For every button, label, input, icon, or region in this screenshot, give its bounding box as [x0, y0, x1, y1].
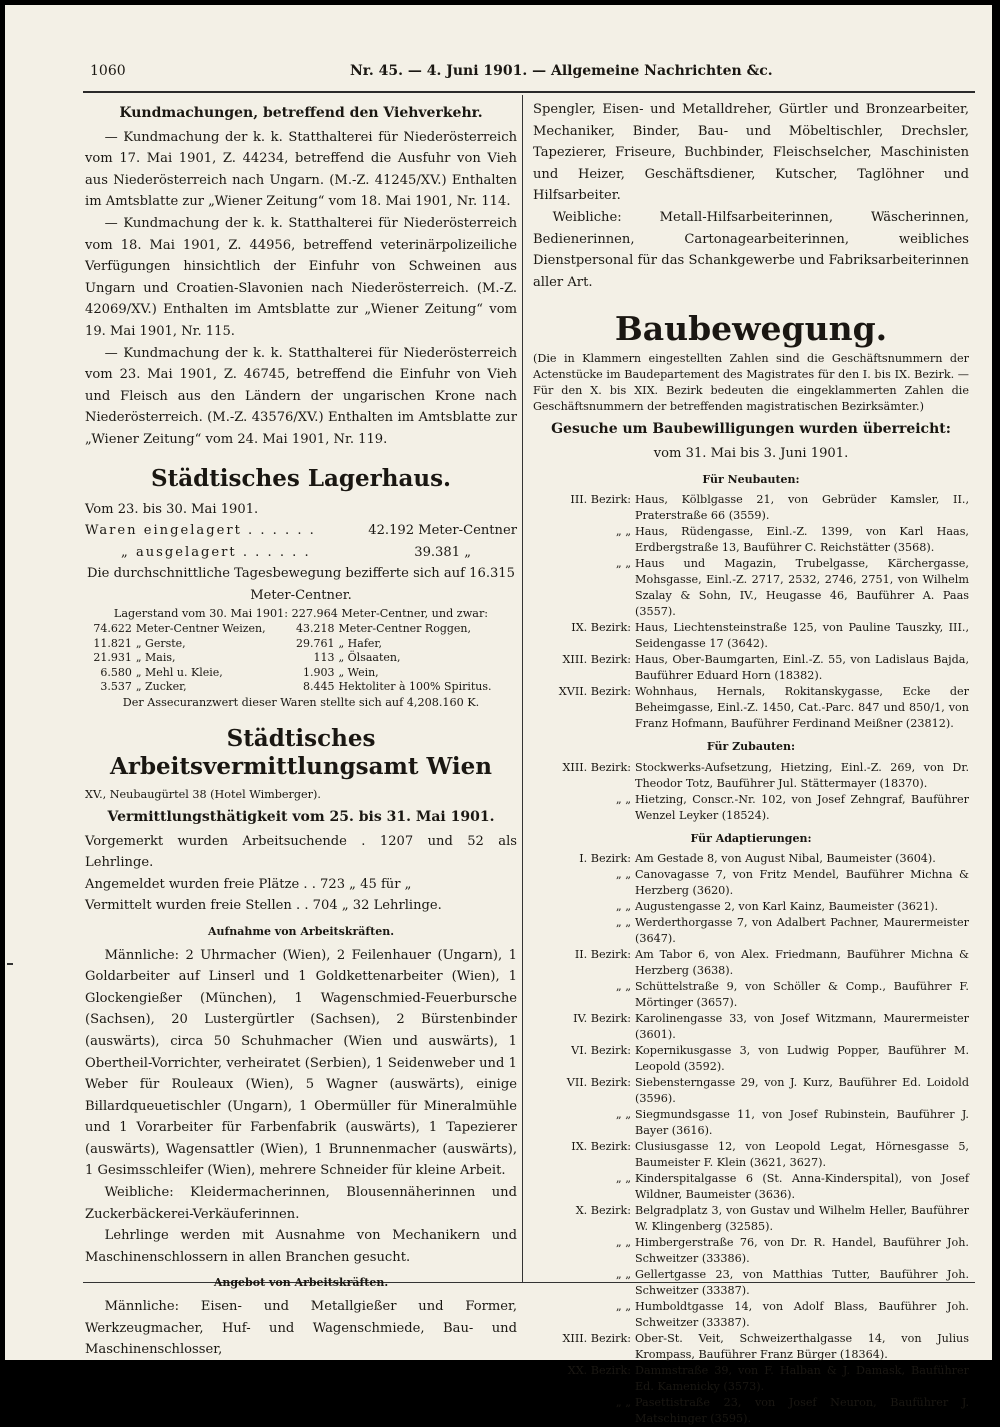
- bau-district: VI. Bezirk:: [571, 1044, 631, 1058]
- stock-amount: 74.622: [93, 622, 132, 636]
- bau-district: „ „: [615, 1236, 631, 1250]
- left-column: [85, 99, 517, 1361]
- bau-district: „ „: [615, 900, 631, 914]
- bau-district: „ „: [615, 1268, 631, 1282]
- stock-amount: 21.931: [93, 651, 132, 665]
- bau-entry: [533, 620, 969, 652]
- bau-entry: [533, 1395, 969, 1427]
- bau-entry-text: Am Gestade 8, von August Nibal, Baumeister (3604).: [635, 852, 936, 866]
- arbeitsamt-address: XV., Neubaugürtel 38 (Hotel Wimberger).: [85, 787, 321, 801]
- bau-district: „ „: [615, 1300, 631, 1314]
- bau-entry-text: Wohnhaus, Hernals, Rokitanskygasse, Ecke der Beheimgasse, Einl.-Z. 1450, Cat.-Parc. 847 und 850/1, von Franz Hofmann, Bauführer Ferdinand Meißner (23812).: [635, 685, 969, 731]
- arbeitsamt-vorgemerkt: Vorgemerkt wurden Arbeitsuchende . 1207 und 52 als Lehrlinge.: [85, 833, 517, 871]
- lagerhaus-eingelagert: Waren eingelagert . . . . . . 42.192 Meter-Centner: [85, 523, 517, 539]
- stock-amount: 43.218: [295, 622, 335, 636]
- bau-entry: [533, 899, 969, 915]
- baubewegung-sections: [533, 469, 969, 1427]
- stock-amount: 29.761: [295, 636, 335, 650]
- stock-item: Meter-Centner Weizen,: [135, 622, 266, 636]
- stock-row: [85, 680, 517, 695]
- bau-entry-text: Werderthorgasse 7, von Adalbert Pachner, Maurermeister (3647).: [635, 916, 969, 946]
- angebot-maennlich: Männliche: Eisen- und Metallgießer und Former, Werkzeugmacher, Huf- und Wagenschmiede, Bau- und Maschinenschlosser,: [85, 1299, 517, 1358]
- bau-entry-text: Kinderspitalgasse 6 (St. Anna-Kinderspital), von Josef Wildner, Baumeister (3636).: [635, 1172, 969, 1202]
- bau-entry-text: Siegmundsgasse 11, von Josef Rubinstein, Bauführer J. Bayer (3616).: [635, 1108, 969, 1138]
- arbeitsamt-vermittelt: Vermittelt wurden freie Stellen . . 704 „ 32 Lehrlinge.: [85, 898, 442, 914]
- bau-entry: [533, 556, 969, 620]
- stock-amount: 113: [313, 651, 335, 665]
- aufnahme-weiblich: Weibliche: Kleidermacherinnen, Blousennäherinnen und Zuckerbäckerei-Verkäuferinnen.: [85, 1185, 517, 1222]
- bau-entry-text: Siebensterngasse 29, von J. Kurz, Bauführer Ed. Loidold (3596).: [635, 1076, 969, 1106]
- bau-district: II. Bezirk:: [574, 948, 631, 962]
- bau-entry-text: Humboldtgasse 14, von Adolf Blass, Bauführer Joh. Schweitzer (33387).: [635, 1300, 969, 1330]
- bau-entry-text: Dammstraße 39, von F. Halban & J. Damask, Bauführer Ed. Kamenicky (3573).: [635, 1364, 969, 1394]
- bau-district: „ „: [615, 557, 631, 571]
- section-title-lagerhaus: Städtisches Lagerhaus.: [150, 464, 452, 492]
- bau-entry: [533, 851, 969, 867]
- bau-section-title: Für Zubauten:: [706, 740, 796, 754]
- bau-entry-text: Augustengasse 2, von Karl Kainz, Baumeister (3621).: [635, 900, 939, 914]
- bau-district: XVII. Bezirk:: [558, 685, 631, 699]
- bau-district: VII. Bezirk:: [566, 1076, 631, 1090]
- right-column: [533, 99, 969, 1427]
- stock-item: „ Zucker,: [135, 680, 187, 694]
- bau-district: „ „: [615, 868, 631, 882]
- bau-district: „ „: [615, 1172, 631, 1186]
- bau-district: „ „: [615, 916, 631, 930]
- section-title-arbeitsvermittlungsamt: Städtisches Arbeitsvermittlungsamt Wien: [109, 724, 493, 780]
- bau-district: IX. Bezirk:: [571, 621, 631, 635]
- arbeitsamt-angemeldet: Angemeldet wurden freie Plätze . . 723 „ 45 für „: [85, 876, 412, 892]
- stock-item: „ Hafer,: [338, 636, 382, 650]
- bau-entry-text: Gellertgasse 23, von Matthias Tutter, Bauführer Joh. Schweitzer (33387).: [635, 1268, 969, 1298]
- stock-item: Hektoliter à 100% Spiritus.: [338, 680, 492, 694]
- stock-amount: 6.580: [100, 665, 132, 679]
- bau-district: „ „: [615, 525, 631, 539]
- bau-entry: [533, 492, 969, 524]
- stock-amount: 8.445: [302, 680, 335, 694]
- bau-entry: [533, 1011, 969, 1043]
- bau-entry: [533, 1203, 969, 1235]
- bau-entry-text: Canovagasse 7, von Fritz Mendel, Bauführer Michna & Herzberg (3620).: [635, 868, 969, 898]
- bau-entry: [533, 1139, 969, 1171]
- bau-entry: [533, 915, 969, 947]
- section-title-kundmachungen: Kundmachungen, betreffend den Viehverkehr.: [119, 105, 483, 121]
- bau-district: „ „: [615, 792, 631, 806]
- stock-row: [85, 666, 517, 681]
- arbeitsamt-activity: Vermittlungsthätigkeit vom 25. bis 31. Mai 1901.: [107, 808, 495, 825]
- baubewegung-period: vom 31. Mai bis 3. Juni 1901.: [653, 445, 849, 461]
- bau-district: I. Bezirk:: [579, 852, 631, 866]
- bau-entry: [533, 979, 969, 1011]
- bau-entry: [533, 1171, 969, 1203]
- stock-amount: 11.821: [93, 636, 132, 650]
- bau-entry-text: Pasettistraße 23, von Josef Neuron, Bauführer J. Matschinger (3595).: [635, 1396, 969, 1426]
- lagerhaus-ausgelagert: „ ausgelagert . . . . . . 39.381 „: [121, 544, 471, 560]
- stock-item: Meter-Centner Roggen,: [338, 622, 472, 636]
- kundmachung-paragraph: — Kundmachung der k. k. Statthalterei für Niederösterreich vom 18. Mai 1901, Z. 44956, betreffend veterinärpolizeiliche Verfügungen hinsichtlich der Einfuhr von Schweinen aus Ungarn und Croatien-Slavonien nach Niederösterreich. (M.-Z. 42069/XV.) Enthalten im Amtsblatte zur „Wiener Zeitung“ vom 19. Mai 1901, Nr. 115.: [85, 215, 517, 339]
- aufnahme-title: Aufnahme von Arbeitskräften.: [207, 924, 395, 938]
- running-title: Nr. 45. — 4. Juni 1901. — Allgemeine Nachrichten &c.: [350, 63, 773, 79]
- bau-entry-text: Am Tabor 6, von Alex. Friedmann, Bauführer Michna & Herzberg (3638).: [635, 948, 969, 978]
- bau-entry: [533, 1267, 969, 1299]
- margin-mark: [7, 963, 13, 965]
- bau-entry: [533, 652, 969, 684]
- bau-entry-text: Haus, Ober-Baumgarten, Einl.-Z. 55, von Ladislaus Bajda, Bauführer Eduard Horn (18382).: [635, 653, 969, 683]
- bau-entry-text: Belgradplatz 3, von Gustav und Wilhelm Heller, Bauführer W. Klingenberg (32585).: [635, 1204, 969, 1234]
- bau-entry: [533, 760, 969, 792]
- bau-entry-text: Karolinengasse 33, von Josef Witzmann, Maurermeister (3601).: [635, 1012, 969, 1042]
- baubewegung-note: (Die in Klammern eingestellten Zahlen sind die Geschäftsnummern der Actenstücke im Baudepartement des Magistrates für den I. bis IX. Bezirk. — Für den X. bis XIX. Bezirk bedeuten die eingeklammerten Zahlen die Geschäftsnummern der betreffenden magistratischen Bezirksämter.): [533, 352, 969, 414]
- stock-amount: 3.537: [100, 680, 132, 694]
- stock-item: „ Mais,: [135, 651, 176, 665]
- stock-item: „ Wein,: [338, 665, 379, 679]
- bau-district: IV. Bezirk:: [573, 1012, 631, 1026]
- bau-entry-text: Schüttelstraße 9, von Schöller & Comp., Bauführer F. Mörtinger (3657).: [635, 980, 969, 1010]
- stock-row: [85, 651, 517, 666]
- newspaper-page: [5, 5, 992, 1426]
- bau-entry: [533, 1331, 969, 1363]
- bau-entry: [533, 1235, 969, 1267]
- page-number: 1060: [90, 63, 126, 79]
- stock-amount: 1.903: [302, 665, 335, 679]
- bau-entry: [533, 1107, 969, 1139]
- bau-entry-text: Haus und Magazin, Trubelgasse, Kärchergasse, Mohsgasse, Einl.-Z. 2717, 2532, 2746, 2751, von Wilhelm Szalay & Sohn, IV., Heugasse 46, Bauführer A. Paas (3557).: [635, 557, 969, 619]
- bau-entry: [533, 1363, 969, 1395]
- section-title-baubewegung: Baubewegung.: [614, 309, 888, 349]
- angebot-title: Angebot von Arbeitskräften.: [213, 1276, 389, 1290]
- bau-district: XIII. Bezirk:: [562, 760, 631, 774]
- bau-entry: [533, 1043, 969, 1075]
- bau-entry: [533, 1299, 969, 1331]
- bau-entry-text: Himbergerstraße 76, von Dr. R. Handel, Bauführer Joh. Schweitzer (33386).: [635, 1236, 969, 1266]
- angebot-continuation: Spengler, Eisen- und Metalldreher, Gürtler und Bronzearbeiter, Mechaniker, Binder, Bau- und Möbeltischler, Drechsler, Tapezierer, Friseure, Buchbinder, Fleischselcher, Maschinisten und Heizer, Geschäftsdiener, Kutscher, Taglöhner und Hilfsarbeiter.: [533, 102, 969, 204]
- header-rule: [83, 91, 975, 93]
- bau-entry: [533, 947, 969, 979]
- lagerhaus-average: Die durchschnittliche Tagesbewegung bezifferte sich auf 16.315 Meter-Centner.: [87, 566, 515, 603]
- lagerhaus-stand: Lagerstand vom 30. Mai 1901: 227.964 Meter-Centner, und zwar:: [113, 607, 489, 621]
- lagerhaus-period: Vom 23. bis 30. Mai 1901.: [85, 501, 259, 517]
- column-divider: [522, 95, 523, 1283]
- bau-district: „ „: [615, 980, 631, 994]
- bau-district: „ „: [615, 1108, 631, 1122]
- kundmachung-paragraph: — Kundmachung der k. k. Statthalterei für Niederösterreich vom 23. Mai 1901, Z. 46745, betreffend die Einfuhr von Vieh und Fleisch aus den Ländern der ungarischen Krone nach Niederösterreich. (M.-Z. 43576/XV.) Enthalten im Amtsblatte zur „Wiener Zeitung“ vom 24. Mai 1901, Nr. 119.: [85, 345, 517, 447]
- bau-entry: [533, 684, 969, 732]
- bau-entry-text: Clusiusgasse 12, von Leopold Legat, Hörnesgasse 5, Baumeister F. Klein (3621, 3627).: [635, 1140, 969, 1170]
- bau-entry-text: Stockwerks-Aufsetzung, Hietzing, Einl.-Z. 269, von Dr. Theodor Totz, Bauführer Jul. Stättermayer (18370).: [635, 760, 969, 790]
- angebot-weiblich: Weibliche: Metall-Hilfsarbeiterinnen, Wäscherinnen, Bedienerinnen, Cartonagearbeiterinnen, weibliches Dienstpersonal für das Schankgewerbe und Fabriksarbeiterinnen aller Art.: [533, 209, 969, 290]
- bau-district: XIII. Bezirk:: [562, 1332, 631, 1346]
- stock-item: „ Mehl u. Kleie,: [135, 665, 223, 679]
- bau-district: X. Bezirk:: [575, 1204, 631, 1218]
- bau-entry-text: Haus, Liechtensteinstraße 125, von Pauline Tauszky, III., Seidengasse 17 (3642).: [635, 621, 969, 651]
- bau-entry-text: Ober-St. Veit, Schweizerthalgasse 14, von Julius Krompass, Bauführer Franz Bürger (18364).: [635, 1332, 969, 1362]
- bau-entry: [533, 1075, 969, 1107]
- bau-entry: [533, 524, 969, 556]
- aufnahme-lehrlinge: Lehrlinge werden mit Ausnahme von Mechanikern und Maschinenschlossern in allen Branchen gesucht.: [85, 1228, 517, 1265]
- kundmachung-paragraph: — Kundmachung der k. k. Statthalterei für Niederösterreich vom 17. Mai 1901, Z. 44234, betreffend die Ausfuhr von Vieh aus Niederösterreich nach Ungarn. (M.-Z. 41245/XV.) Enthalten im Amtsblatte zur „Wiener Zeitung“ vom 18. Mai 1901, Nr. 114.: [85, 129, 517, 210]
- bau-entry-text: Hietzing, Conscr.-Nr. 102, von Josef Zehngraf, Bauführer Wenzel Leyker (18524).: [635, 792, 969, 822]
- baubewegung-gesuche: Gesuche um Baubewilligungen wurden überreicht:: [551, 421, 951, 438]
- bau-district: „ „: [615, 1396, 631, 1410]
- stock-row: [85, 622, 517, 637]
- aufnahme-maennlich: Männliche: 2 Uhrmacher (Wien), 2 Feilenhauer (Ungarn), 1 Goldarbeiter auf Linserl und 1 Goldkettenarbeiter (Wien), 1 Glockengießer (München), 1 Wagenschmied-Feuerbursche (Sachsen), 20 Lustergürtler (Sachsen), 2 Bürstenbinder (auswärts), circa 50 Schuhmacher (Wien und auswärts), 1 Obertheil-Vorrichter, verheiratet (Serbien), 1 Seidenweber und 1 Weber für Rouleaux (Wien), 5 Wagner (auswärts), einige Billardqueuetischler (Ungarn), 1 Obermüller für Mineralmühle und 1 Vorarbeiter für Farbenfabrik (auswärts), 1 Tapezierer (auswärts), Wagensattler (Wien), 1 Brunnenmacher (auswärts), 1 Gesimsschleifer (Wien), mehrere Schneider für kleine Arbeit.: [85, 947, 517, 1179]
- bau-district: XX. Bezirk:: [567, 1364, 631, 1378]
- lagerhaus-stock-table: [85, 622, 517, 695]
- bau-entry-text: Haus, Kölblgasse 21, von Gebrüder Kamsler, II., Praterstraße 66 (3559).: [635, 493, 969, 523]
- stock-row: [85, 637, 517, 652]
- bau-section-title: Für Neubauten:: [702, 472, 800, 486]
- bau-entry: [533, 792, 969, 824]
- bau-entry-text: Haus, Rüdengasse, Einl.-Z. 1399, von Karl Haas, Erdbergstraße 13, Bauführer C. Reichstätter (3568).: [635, 525, 969, 555]
- bau-entry-text: Kopernikusgasse 3, von Ludwig Popper, Bauführer M. Leopold (3592).: [635, 1044, 969, 1074]
- bau-district: IX. Bezirk:: [571, 1140, 631, 1154]
- bau-district: XIII. Bezirk:: [562, 653, 631, 667]
- bau-section-title: Für Adaptierungen:: [690, 831, 812, 845]
- bau-entry: [533, 867, 969, 899]
- stock-item: „ Gerste,: [135, 636, 186, 650]
- stock-item: „ Ölsaaten,: [338, 651, 401, 665]
- bau-district: III. Bezirk:: [570, 493, 631, 507]
- lagerhaus-insurance: Der Assecuranzwert dieser Waren stellte sich auf 4,208.160 K.: [122, 695, 480, 709]
